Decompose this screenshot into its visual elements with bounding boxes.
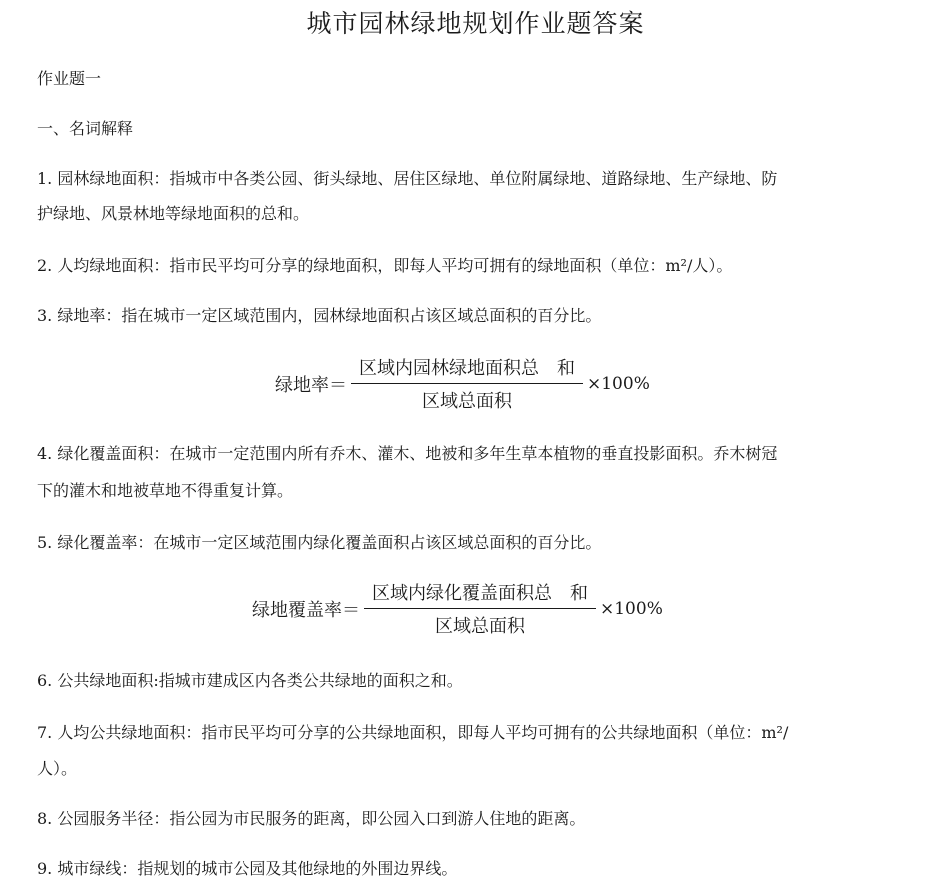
formula-multiplier: ×100% (587, 373, 650, 394)
definition-line-6: 6. 公共绿地面积:指城市建成区内各类公共绿地的面积之和。 (37, 671, 463, 690)
formula-numerator: 区域内园林绿地面积总 和 (351, 354, 583, 384)
formula-denominator: 区域总面积 (422, 391, 512, 412)
definition-line-4-cont: 下的灌木和地被草地不得重复计算。 (37, 481, 294, 500)
formula-multiplier: ×100% (600, 598, 663, 619)
green-coverage-ratio-formula (252, 579, 663, 638)
subsection-heading: 一、名词解释 (37, 119, 134, 138)
formula-fraction (351, 354, 583, 413)
formula-fraction (364, 579, 596, 638)
section-heading: 作业题一 (37, 69, 102, 88)
green-space-ratio-formula (275, 354, 650, 413)
definition-line-3: 3. 绿地率：指在城市一定区域范围内，园林绿地面积占该区域总面积的百分比。 (37, 306, 602, 325)
definition-line-9: 9. 城市绿线：指规划的城市公园及其他绿地的外围边界线。 (37, 859, 458, 878)
definition-line-7: 7. 人均公共绿地面积：指市民平均可分享的公共绿地面积，即每人平均可拥有的公共绿地面积（单位：m²/ (37, 723, 789, 742)
definition-line-2: 2. 人均绿地面积：指市民平均可分享的绿地面积，即每人平均可拥有的绿地面积（单位：m²/人）。 (37, 256, 733, 275)
definition-line-5: 5. 绿化覆盖率：在城市一定区域范围内绿化覆盖面积占该区域总面积的百分比。 (37, 533, 602, 552)
definition-line-4: 4. 绿化覆盖面积：在城市一定范围内所有乔木、灌木、地被和多年生草本植物的垂直投影面积。乔木树冠 (37, 444, 778, 463)
definition-line-8: 8. 公园服务半径：指公园为市民服务的距离，即公园入口到游人住地的距离。 (37, 809, 586, 828)
definition-line-1-cont: 护绿地、风景林地等绿地面积的总和。 (37, 204, 310, 223)
formula-lhs: 绿地覆盖率＝ (252, 599, 360, 621)
formula-numerator: 区域内绿化覆盖面积总 和 (364, 579, 596, 609)
formula-lhs: 绿地率＝ (275, 374, 347, 396)
definition-line-7-cont: 人）。 (37, 759, 78, 778)
document-title: 城市园林绿地规划作业题答案 (306, 9, 645, 38)
definition-line-1: 1. 园林绿地面积：指城市中各类公园、街头绿地、居住区绿地、单位附属绿地、道路绿地、生产绿地、防 (37, 169, 778, 188)
formula-denominator: 区域总面积 (435, 616, 525, 637)
